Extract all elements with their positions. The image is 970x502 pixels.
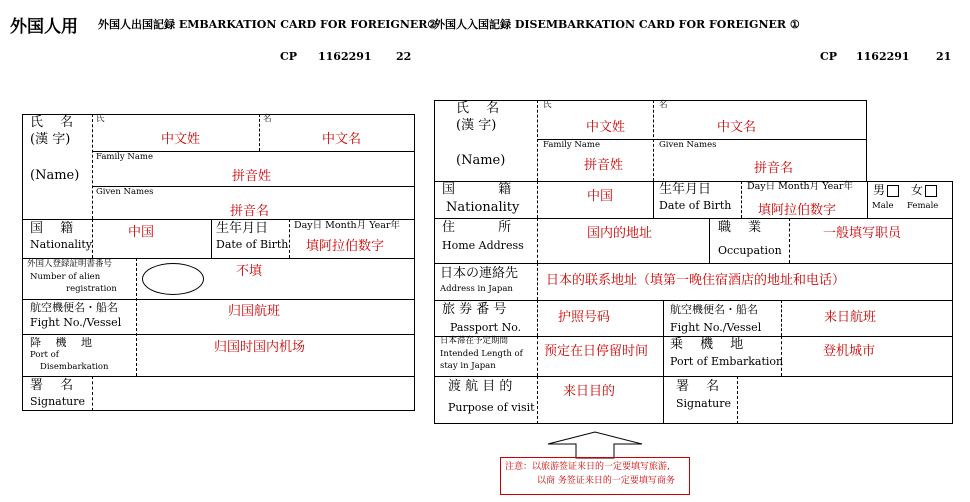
male-label-jp: 男 [873,183,886,197]
dis-stay-hint: 预定在日停留时间 [544,344,649,359]
dis-occupation-label-jp: 職 業 [718,220,762,235]
emb-alien-reg-hint: 不填 [236,264,263,279]
dis-signature-label-jp: 署 名 [676,379,720,394]
dis-flight-label-jp: 航空機便名・船名 [670,303,758,316]
dis-dob-label-jp: 生年月日 [659,182,712,197]
emb-given-pinyin-hint: 拼音名 [230,204,270,219]
emb-port-hint: 归国时国内机场 [214,340,306,355]
right-cp-suffix: 21 [936,50,952,63]
male-checkbox[interactable] [887,185,899,197]
dis-given-names-label: Given Names [659,140,717,150]
emb-name-label-en: (Name) [30,168,80,183]
dis-japan-contact-label-jp: 日本の連絡先 [440,266,519,281]
dis-given-char: 名 [659,100,668,110]
dis-address-hint: 国内的地址 [587,226,653,241]
visa-note-line1: 注意：以旅游签证来日的一定要填写旅游, [505,462,670,472]
dis-occupation-hint: 一般填写职员 [823,226,902,241]
dis-flight-hint: 来日航班 [824,310,877,325]
emb-dob-format: Day日 Month月 Year年 [294,220,400,231]
dis-purpose-label-jp: 渡 航 目 的 [448,379,513,394]
emb-flight-label-en: Fight No./Vessel [30,316,122,329]
dis-address-label-jp: 住 所 [442,220,512,235]
emb-given-char: 名 [263,114,272,124]
emb-dob-hint: 填阿拉伯数字 [306,239,385,254]
emb-name-label-kanji: (漢 字) [30,132,71,147]
disembarkation-card-title: 外国人入国記録 DISEMBARKATION CARD FOR FOREIGNER ① [434,18,800,31]
dis-given-hint: 中文名 [717,120,757,135]
emb-name-label-jp: 氏 名 [30,115,74,130]
emb-surname-hint: 中文姓 [161,132,201,147]
right-cp-number: 1162291 [856,50,910,63]
emb-port-label-jp: 降 機 地 [30,336,92,349]
dis-purpose-hint: 来日目的 [563,384,616,399]
emb-signature-label-en: Signature [30,395,86,408]
emb-alien-reg-label-en2: registration [66,284,117,294]
left-cp-number: 1162291 [318,50,372,63]
alien-reg-oval [142,263,204,295]
dis-japan-contact-label-en: Address in Japan [440,284,513,294]
female-checkbox[interactable] [925,185,937,197]
dis-nationality-label-en: Nationality [446,200,520,215]
visa-note [500,457,690,495]
dis-family-pinyin-hint: 拼音姓 [584,158,624,173]
dis-dob-format: Day日 Month月 Year年 [747,181,853,192]
emb-port-label-en2: Disembarkation [40,362,109,372]
card-main-title: 外国人用 [10,17,78,37]
emb-nationality-hint: 中国 [128,225,155,240]
emb-nationality-label-jp: 国 籍 [30,221,74,236]
emb-family-pinyin-hint: 拼音姓 [232,169,272,184]
sex-checkboxes [873,184,939,198]
visa-note-line2: 以商 务签证来日的一定要填写商务 [537,476,675,486]
emb-signature-label-jp: 署 名 [30,378,74,393]
dis-dob-hint: 填阿拉伯数字 [758,203,837,218]
dis-purpose-label-en: Purpose of visit [448,401,535,414]
dis-family-name-label: Family Name [543,140,600,150]
dis-stay-label-en1: Intended Length of [440,349,523,359]
emb-given-names-label: Given Names [96,187,154,197]
dis-nationality-hint: 中国 [587,189,614,204]
callout-arrow [540,430,650,460]
emb-nationality-label-en: Nationality [30,238,93,251]
emb-dob-label-jp: 生年月日 [216,221,269,236]
female-label-en: Female [907,201,939,211]
dis-dob-label-en: Date of Birth [659,199,732,212]
right-cp-prefix: CP [820,50,838,63]
female-label-jp: 女 [910,183,923,197]
left-cp-prefix: CP [280,50,298,63]
dis-port-label-en: Port of Embarkation [670,355,784,368]
dis-stay-label-en2: stay in Japan [440,361,496,371]
dis-name-label-en: (Name) [456,153,506,168]
dis-given-pinyin-hint: 拼音名 [754,161,794,176]
emb-flight-label-jp: 航空機便名・船名 [30,301,118,314]
emb-port-label-en1: Port of [30,350,59,360]
dis-port-hint: 登机城市 [823,344,876,359]
male-label-en: Male [872,201,894,211]
emb-family-name-label: Family Name [96,152,153,162]
emb-alien-reg-label-en1: Number of alien [30,272,101,282]
dis-name-label-jp: 氏 名 [456,101,500,116]
dis-passport-label-jp: 旅 券 番 号 [442,302,507,317]
dis-nationality-label-jp: 国 籍 [442,182,512,197]
dis-address-label-en: Home Address [442,239,524,252]
left-cp-suffix: 22 [396,50,412,63]
dis-surname-hint: 中文姓 [586,120,626,135]
dis-occupation-label-en: Occupation [718,244,782,257]
dis-signature-label-en: Signature [676,397,732,410]
dis-surname-char: 氏 [543,100,552,110]
dis-passport-label-en: Passport No. [450,321,522,334]
dis-japan-contact-hint: 日本的联系地址（填第一晚住宿酒店的地址和电话） [546,273,846,288]
emb-dob-label-en: Date of Birth [216,238,289,251]
emb-surname-char: 氏 [96,114,105,124]
embarkation-card-title: 外国人出国記録 EMBARKATION CARD FOR FOREIGNER② [98,18,438,31]
emb-flight-hint: 归国航班 [228,304,281,319]
emb-given-hint: 中文名 [322,132,362,147]
dis-stay-label-jp: 日本滞在予定期間 [440,336,509,346]
dis-flight-label-en: Fight No./Vessel [670,321,762,334]
emb-alien-reg-label-jp: 外国人登録証明書番号 [27,259,113,269]
dis-passport-hint: 护照号码 [558,310,611,325]
dis-port-label-jp: 乗 機 地 [670,337,744,352]
dis-name-label-kanji: (漢 字) [456,118,497,133]
